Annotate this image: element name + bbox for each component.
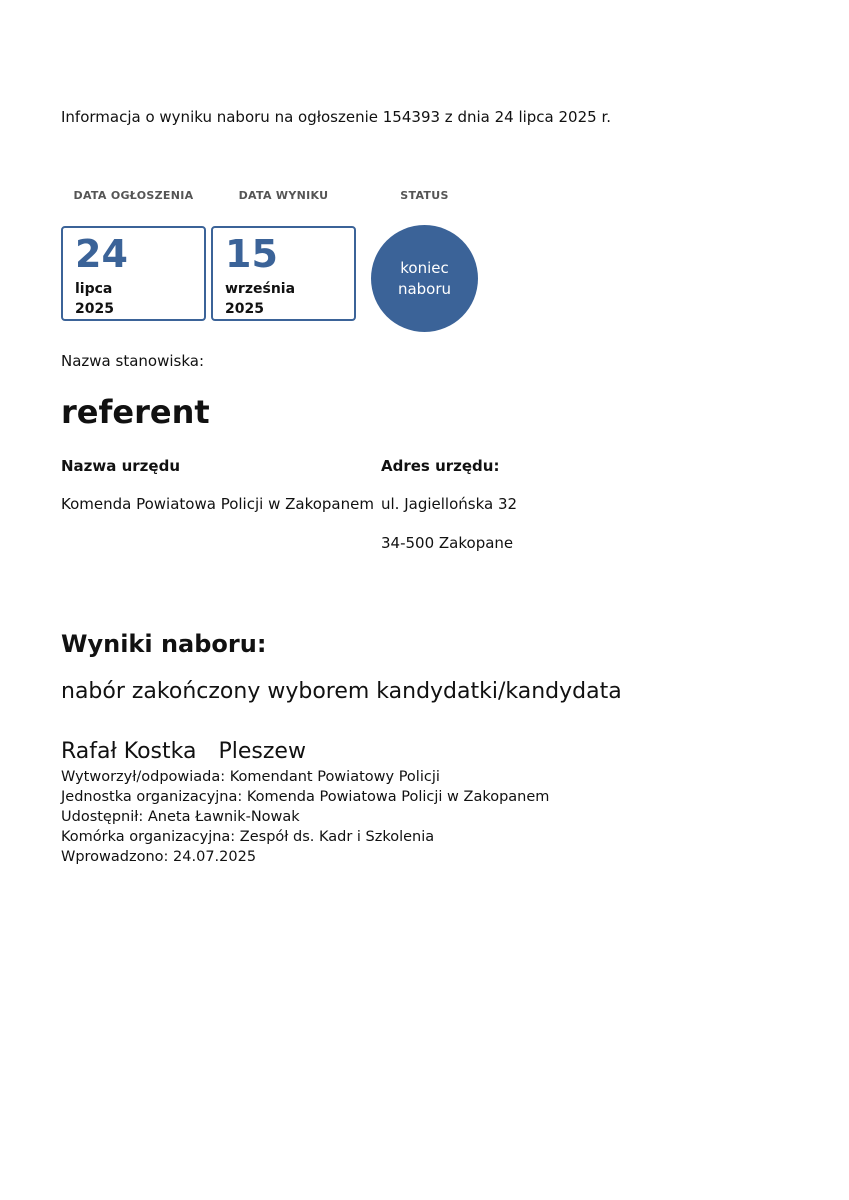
result-year: 2025 (225, 301, 264, 317)
meta-created-by: Wytworzył/odpowiada: Komendant Powiatowy Policji (61, 769, 440, 785)
selected-candidate (61, 738, 306, 766)
position-title: referent (61, 393, 210, 431)
status-text: koniec naboru (397, 258, 452, 298)
meta-cell: Komórka organizacyjna: Zespół ds. Kadr i Szkolenia (61, 829, 435, 845)
address-street: ul. Jagiellońska 32 (381, 495, 518, 513)
meta-shared-by: Udostępnił: Aneta Ławnik-Nowak (61, 809, 300, 825)
announcement-date-box (61, 226, 206, 321)
position-label: Nazwa stanowiska: (61, 352, 205, 370)
office-address-heading: Adres urzędu: (381, 457, 500, 475)
announcement-year: 2025 (75, 301, 114, 317)
results-heading: Wyniki naboru: (61, 630, 267, 658)
result-day: 15 (225, 232, 278, 276)
result-date-label: DATA WYNIKU (238, 189, 329, 202)
announcement-month: lipca (75, 281, 113, 297)
document-metadata (61, 767, 549, 867)
office-name: Komenda Powiatowa Policji w Zakopanem (61, 495, 374, 513)
office-name-heading: Nazwa urzędu (61, 457, 181, 475)
result-month: września (225, 281, 296, 297)
announcement-day: 24 (75, 232, 128, 276)
result-date-box (211, 226, 356, 321)
meta-entered: Wprowadzono: 24.07.2025 (61, 849, 257, 865)
address-city: 34-500 Zakopane (381, 534, 514, 552)
status-label: STATUS (400, 189, 449, 202)
intro-text: Informacja o wyniku naboru na ogłoszenie 154393 z dnia 24 lipca 2025 r. (61, 108, 612, 126)
status-badge (371, 225, 478, 332)
results-summary: nabór zakończony wyborem kandydatki/kandydata (61, 679, 622, 704)
meta-unit: Jednostka organizacyjna: Komenda Powiatowa Policji w Zakopanem (61, 789, 550, 805)
candidate-name: Rafał Kostka (61, 739, 197, 764)
candidate-city: Pleszew (218, 739, 306, 764)
announcement-date-label: DATA OGŁOSZENIA (73, 189, 194, 202)
